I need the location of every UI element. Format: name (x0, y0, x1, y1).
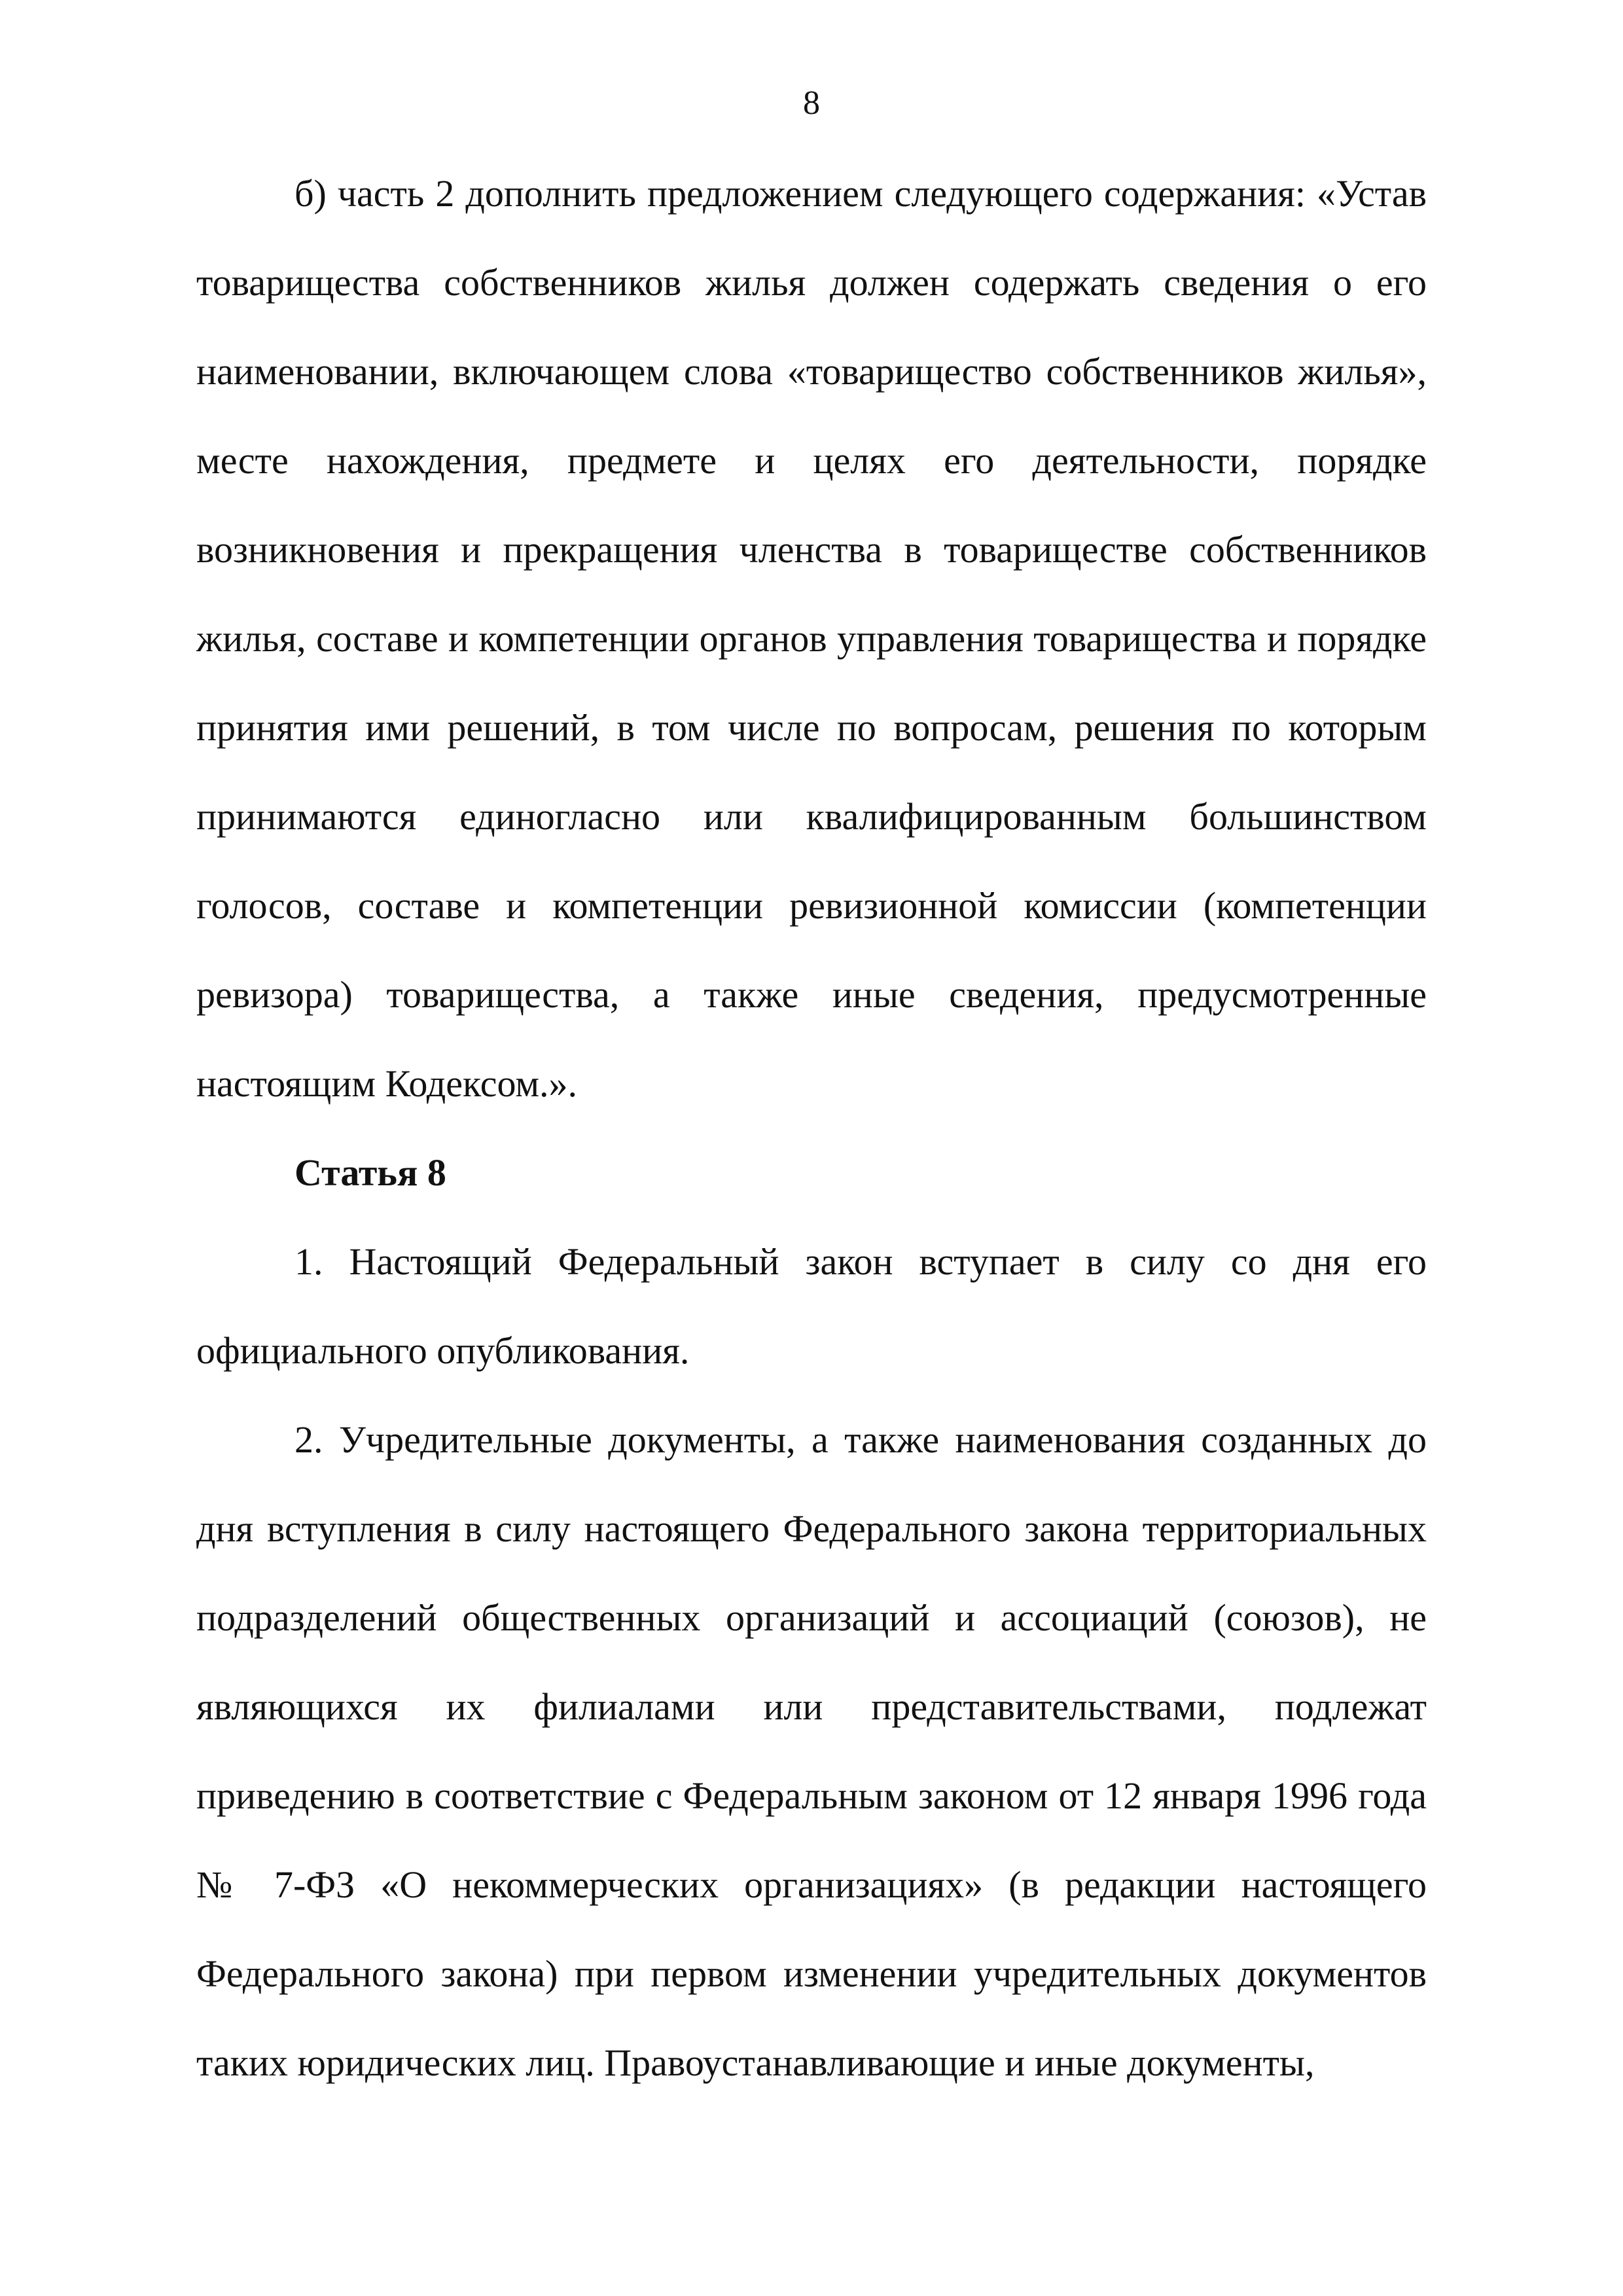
paragraph-article8-point1: 1. Настоящий Федеральный закон вступает в силу со дня его официального опубликования. (196, 1240, 1427, 1372)
paragraph-amendment-b: б) часть 2 дополнить предложением следующего содержания: «Устав товарищества собственников жилья должен содержать сведения о его наименовании, включающем слова «товарищество собственников жилья», месте нахождения, предмете и целях его деятельности, порядке возникновения и прекращения членства в товариществе собственников жилья, составе и компетенции органов управления товарищества и порядке принятия ими решений, в том числе по вопросам, решения по которым принимаются единогласно или квалифицированным большинством голосов, составе и компетенции ревизионной комиссии (компетенции ревизора) товарищества, а также иные сведения, предусмотренные настоящим Кодексом.». (196, 172, 1427, 1105)
document-body (196, 149, 1427, 2108)
article-heading: Статья 8 (294, 1151, 446, 1194)
paragraph-article8-point2: 2. Учредительные документы, а также наименования созданных до дня вступления в силу настоящего Федерального закона территориальных подразделений общественных организаций и ассоциаций (союзов), не являющихся их филиалами или представительствами, подлежат приведению в соответствие с Федеральным законом от 12 января 1996 года № 7-ФЗ «О некоммерческих организациях» (в редакции настоящего Федерального закона) при первом изменении учредительных документов таких юридических лиц. Правоустанавливающие и иные документы, (196, 1418, 1427, 2084)
page-number: 8 (803, 84, 820, 122)
